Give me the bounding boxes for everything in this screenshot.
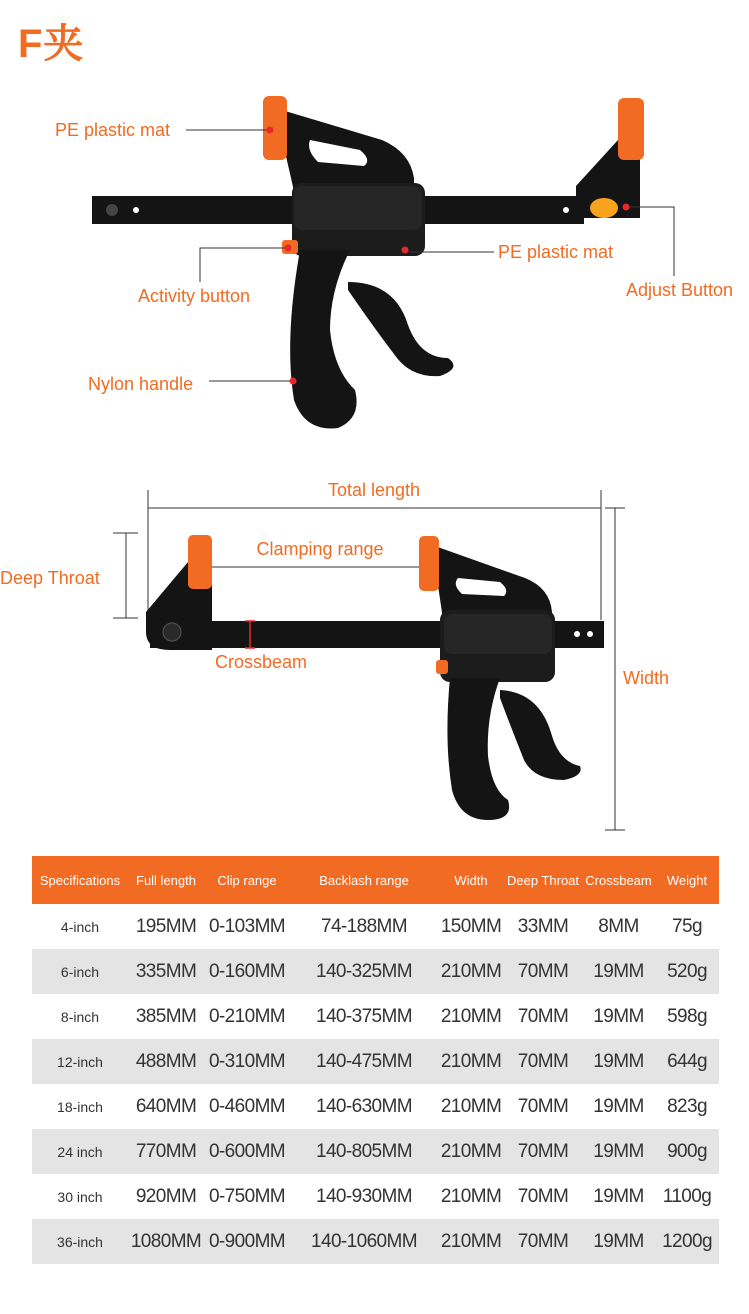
dimensions-diagram bbox=[0, 470, 749, 840]
table-row bbox=[32, 1039, 719, 1084]
cell-full-length: 920MM bbox=[135, 1185, 197, 1207]
table-row bbox=[32, 1219, 719, 1264]
cell-full-length: 335MM bbox=[128, 949, 204, 994]
cell-crossbeam: 19MM bbox=[582, 949, 655, 994]
body-cap bbox=[294, 186, 422, 230]
marker-dot bbox=[267, 127, 274, 134]
cell-weight: 900g bbox=[655, 1129, 719, 1174]
cell-full-length: 1080MM bbox=[128, 1219, 204, 1264]
header-crossbeam: Crossbeam bbox=[582, 856, 655, 904]
label-crossbeam: Crossbeam bbox=[215, 652, 308, 672]
cell-clip-range: 0-460MM bbox=[208, 1095, 286, 1117]
cell-backlash-range: 140-325MM bbox=[290, 949, 438, 994]
cell-weight: 644g bbox=[655, 1039, 719, 1084]
cell-backlash-range: 140-375MM bbox=[316, 1005, 412, 1027]
cell-specification: 18-inch bbox=[57, 1098, 103, 1115]
leader-line bbox=[200, 248, 288, 282]
table-row bbox=[32, 1084, 719, 1129]
cell-deep-throat: 70MM bbox=[504, 1219, 582, 1264]
cell-width: 210MM bbox=[440, 1005, 502, 1027]
label-deep-throat: Deep Throat bbox=[0, 568, 100, 588]
cell-crossbeam: 19MM bbox=[582, 1039, 655, 1084]
table-row bbox=[32, 1174, 719, 1219]
nylon-handle bbox=[290, 250, 356, 428]
cell-width: 210MM bbox=[438, 1219, 504, 1264]
pe-pad-jaw bbox=[188, 535, 212, 589]
table-row bbox=[32, 904, 719, 949]
cell-full-length: 488MM bbox=[128, 1039, 204, 1084]
bar-hole bbox=[133, 207, 139, 213]
cell-backlash-range: 140-930MM bbox=[316, 1185, 412, 1207]
cell-backlash-range: 140-475MM bbox=[290, 1039, 438, 1084]
label-clamping-range: Clamping range bbox=[256, 539, 384, 559]
cell-clip-range: 0-210MM bbox=[208, 1005, 286, 1027]
pe-pad-fixed bbox=[419, 536, 439, 591]
table-row bbox=[32, 1129, 719, 1174]
cell-specification: 24 inch bbox=[32, 1129, 128, 1174]
bar-end-screw bbox=[106, 204, 118, 216]
cell-crossbeam: 19MM bbox=[593, 1005, 644, 1027]
cell-weight: 520g bbox=[655, 949, 719, 994]
cell-deep-throat: 70MM bbox=[504, 1039, 582, 1084]
cell-clip-range: 0-750MM bbox=[208, 1185, 286, 1207]
cell-full-length: 385MM bbox=[135, 1005, 197, 1027]
spec-table bbox=[32, 856, 719, 1264]
cell-backlash-range: 140-805MM bbox=[290, 1129, 438, 1174]
clamp-parts-illustration bbox=[0, 90, 749, 445]
header-full-length: Full length bbox=[128, 856, 204, 904]
cell-weight: 1200g bbox=[655, 1219, 719, 1264]
trigger-handle bbox=[348, 282, 453, 376]
marker-dot bbox=[623, 204, 630, 211]
label-nylon-handle: Nylon handle bbox=[88, 374, 194, 394]
marker-dot bbox=[290, 378, 297, 385]
cell-specification: 8-inch bbox=[60, 1008, 100, 1025]
cell-weight: 823g bbox=[667, 1095, 707, 1117]
trigger-handle bbox=[500, 690, 581, 780]
header-deep-throat: Deep Throat bbox=[504, 856, 582, 904]
cell-specification: 30 inch bbox=[57, 1188, 103, 1205]
cell-full-length: 640MM bbox=[135, 1095, 197, 1117]
label-total-length: Total length bbox=[327, 480, 421, 500]
cell-clip-range: 0-600MM bbox=[204, 1129, 290, 1174]
cell-backlash-range: 140-1060MM bbox=[290, 1219, 438, 1264]
cell-deep-throat: 70MM bbox=[517, 1185, 569, 1207]
spec-table-header bbox=[32, 856, 719, 904]
bar-hole bbox=[563, 207, 569, 213]
cell-specification: 12-inch bbox=[32, 1039, 128, 1084]
pe-pad-top bbox=[263, 96, 287, 160]
label-width: Width bbox=[623, 668, 670, 688]
nylon-handle bbox=[447, 678, 509, 820]
activity-button-part bbox=[436, 660, 448, 674]
cell-weight: 75g bbox=[672, 915, 702, 937]
table-row bbox=[32, 994, 719, 1039]
cell-crossbeam: 19MM bbox=[593, 1095, 644, 1117]
header-specifications: Specifications bbox=[32, 856, 128, 904]
bar-hole bbox=[587, 631, 593, 637]
cell-width: 150MM bbox=[440, 915, 502, 937]
cell-weight: 1100g bbox=[662, 1185, 712, 1207]
cell-clip-range: 0-103MM bbox=[208, 915, 286, 937]
cell-backlash-range: 140-630MM bbox=[316, 1095, 412, 1117]
cell-weight: 598g bbox=[667, 1005, 707, 1027]
cell-clip-range: 0-160MM bbox=[204, 949, 290, 994]
adjust-button-part bbox=[590, 198, 618, 218]
cell-deep-throat: 70MM bbox=[517, 1005, 569, 1027]
label-adjust-button: Adjust Button bbox=[626, 280, 734, 300]
marker-dot bbox=[402, 247, 409, 254]
cell-deep-throat: 33MM bbox=[517, 915, 569, 937]
label-pe-plastic-mat-body: PE plastic mat bbox=[498, 242, 614, 262]
cell-deep-throat: 70MM bbox=[504, 1129, 582, 1174]
bar-hole bbox=[574, 631, 580, 637]
body-cap bbox=[444, 614, 552, 654]
header-weight: Weight bbox=[655, 856, 719, 904]
cell-width: 210MM bbox=[440, 1185, 502, 1207]
cell-width: 210MM bbox=[440, 1095, 502, 1117]
page-title: F夹 bbox=[18, 22, 85, 66]
clamp-dimensions-illustration bbox=[0, 470, 749, 840]
cell-full-length: 770MM bbox=[128, 1129, 204, 1174]
label-pe-plastic-mat: PE plastic mat bbox=[55, 120, 171, 140]
cell-crossbeam: 19MM bbox=[582, 1129, 655, 1174]
parts-diagram bbox=[0, 90, 749, 445]
cell-width: 210MM bbox=[438, 1129, 504, 1174]
cell-clip-range: 0-310MM bbox=[204, 1039, 290, 1084]
cell-crossbeam: 8MM bbox=[598, 915, 639, 937]
cell-crossbeam: 19MM bbox=[593, 1185, 644, 1207]
cell-specification: 4-inch bbox=[60, 918, 100, 935]
cell-deep-throat: 70MM bbox=[517, 1095, 569, 1117]
cell-crossbeam: 19MM bbox=[582, 1219, 655, 1264]
cell-full-length: 195MM bbox=[135, 915, 197, 937]
cell-backlash-range: 74-188MM bbox=[320, 915, 408, 937]
cell-specification: 36-inch bbox=[32, 1219, 128, 1264]
pe-pad-jaw bbox=[618, 98, 644, 160]
marker-dot bbox=[285, 245, 292, 252]
cell-width: 210MM bbox=[438, 1039, 504, 1084]
header-backlash-range: Backlash range bbox=[290, 856, 438, 904]
header-width: Width bbox=[438, 856, 504, 904]
table-row bbox=[32, 949, 719, 994]
label-activity-button: Activity button bbox=[138, 286, 251, 306]
header-clip-range: Clip range bbox=[204, 856, 290, 904]
cell-clip-range: 0-900MM bbox=[204, 1219, 290, 1264]
cell-specification: 6-inch bbox=[32, 949, 128, 994]
jaw-screw bbox=[163, 623, 181, 641]
cell-width: 210MM bbox=[438, 949, 504, 994]
cell-deep-throat: 70MM bbox=[504, 949, 582, 994]
